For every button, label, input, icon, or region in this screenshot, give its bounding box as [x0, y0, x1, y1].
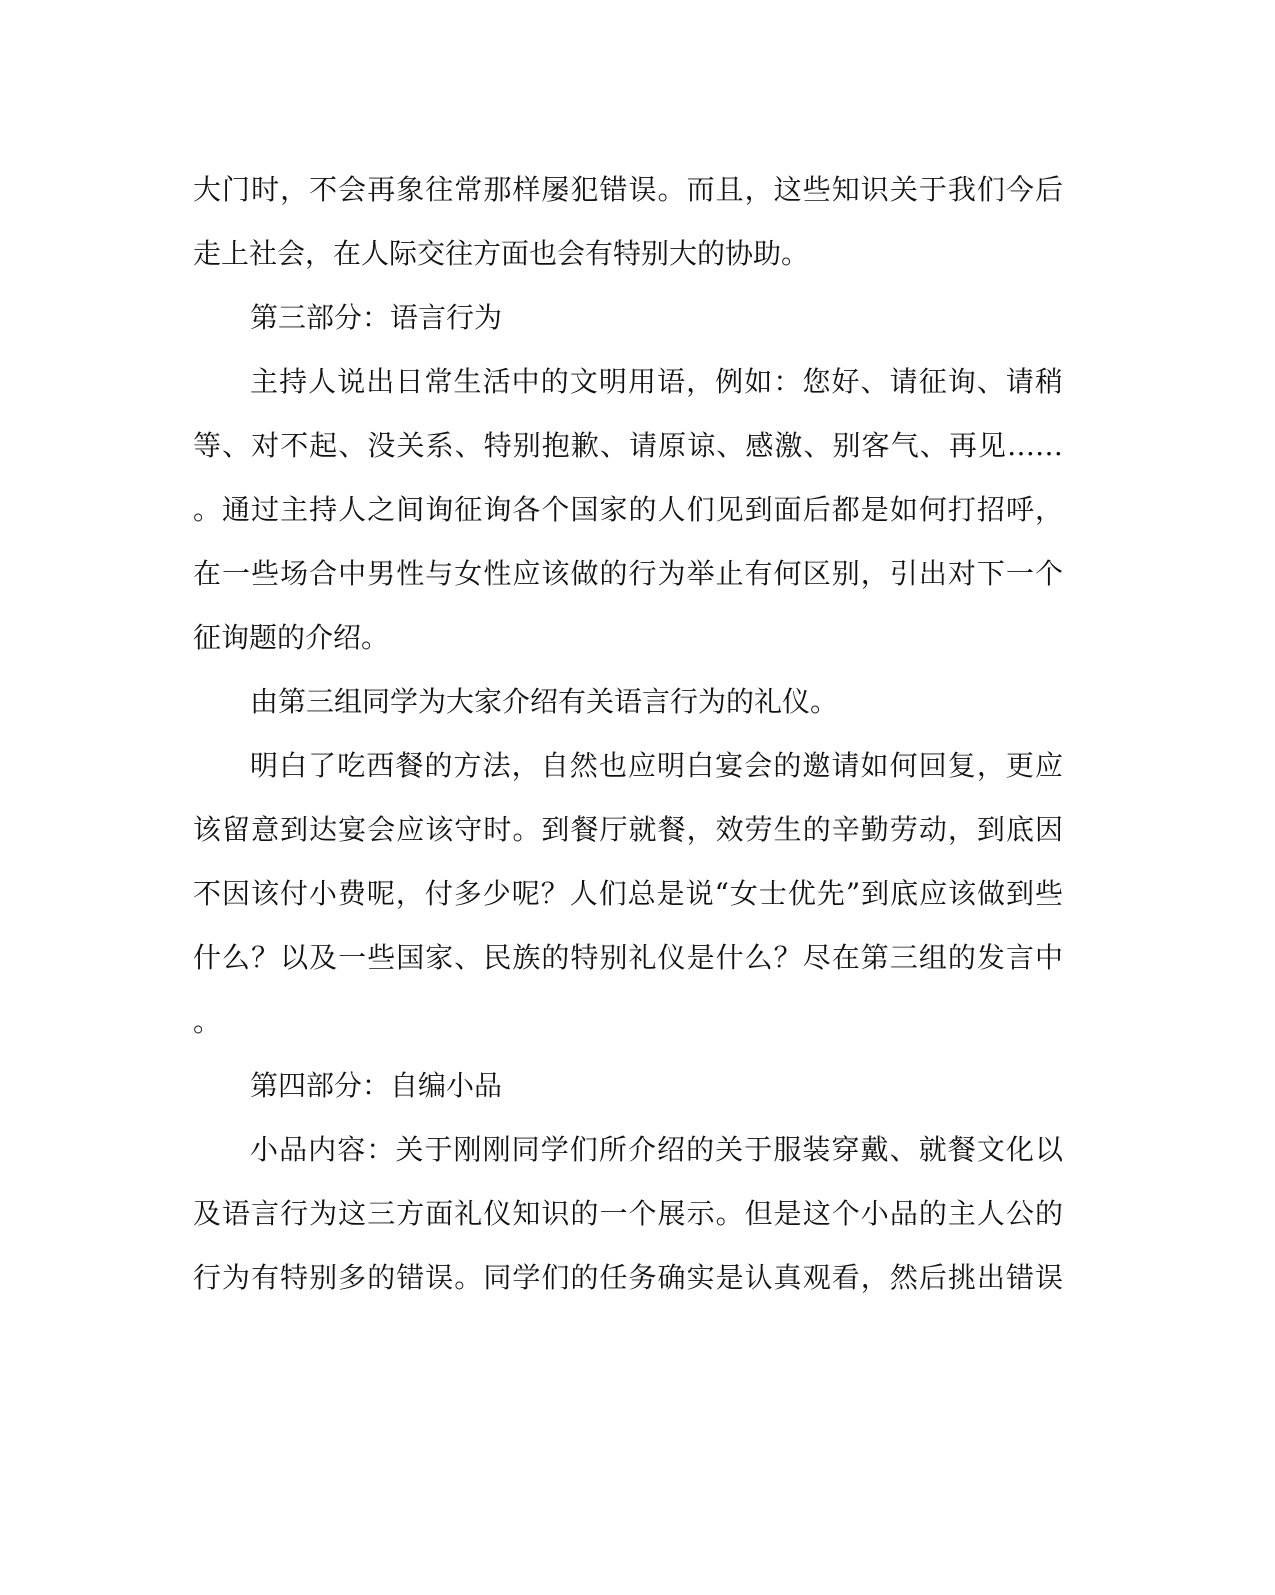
text-line: 由第三组同学为大家介绍有关语言行为的礼仪。: [250, 685, 839, 718]
text-line: 不因该付小费呢，付多少呢？人们总是说“女士优先”到底应该做到些: [193, 877, 1063, 910]
text-line: 行为有特别多的错误。同学们的任务确实是认真观看，然后挑出错误: [193, 1261, 1063, 1294]
text-line: 小品内容：关于刚刚同学们所介绍的关于服装穿戴、就餐文化以: [250, 1133, 1063, 1166]
section-heading: 第三部分：语言行为: [250, 301, 503, 334]
text-line: 。: [193, 1005, 222, 1038]
text-line: 走上社会，在人际交往方面也会有特别大的协助。: [193, 237, 810, 270]
text-line: 及语言行为这三方面礼仪知识的一个展示。但是这个小品的主人公的: [193, 1197, 1063, 1230]
text-line: 主持人说出日常生活中的文明用语，例如：您好、请征询、请稍: [250, 365, 1063, 398]
text-line: 。通过主持人之间询征询各个国家的人们见到面后都是如何打招呼，: [193, 493, 1063, 526]
text-line: 什么？以及一些国家、民族的特别礼仪是什么？尽在第三组的发言中: [193, 941, 1063, 974]
section-heading: 第四部分：自编小品: [250, 1069, 503, 1102]
text-line: 在一些场合中男性与女性应该做的行为举止有何区别，引出对下一个: [193, 557, 1063, 590]
text-line: 明白了吃西餐的方法，自然也应明白宴会的邀请如何回复，更应: [250, 749, 1063, 782]
text-line: 该留意到达宴会应该守时。到餐厅就餐，效劳生的辛勤劳动，到底因: [193, 813, 1063, 846]
text-line: 等、对不起、没关系、特别抱歉、请原谅、感激、别客气、再见……: [193, 429, 1063, 462]
text-line: 征询题的介绍。: [193, 621, 390, 654]
text-line: 大门时，不会再象往常那样屡犯错误。而且，这些知识关于我们今后: [193, 173, 1063, 206]
